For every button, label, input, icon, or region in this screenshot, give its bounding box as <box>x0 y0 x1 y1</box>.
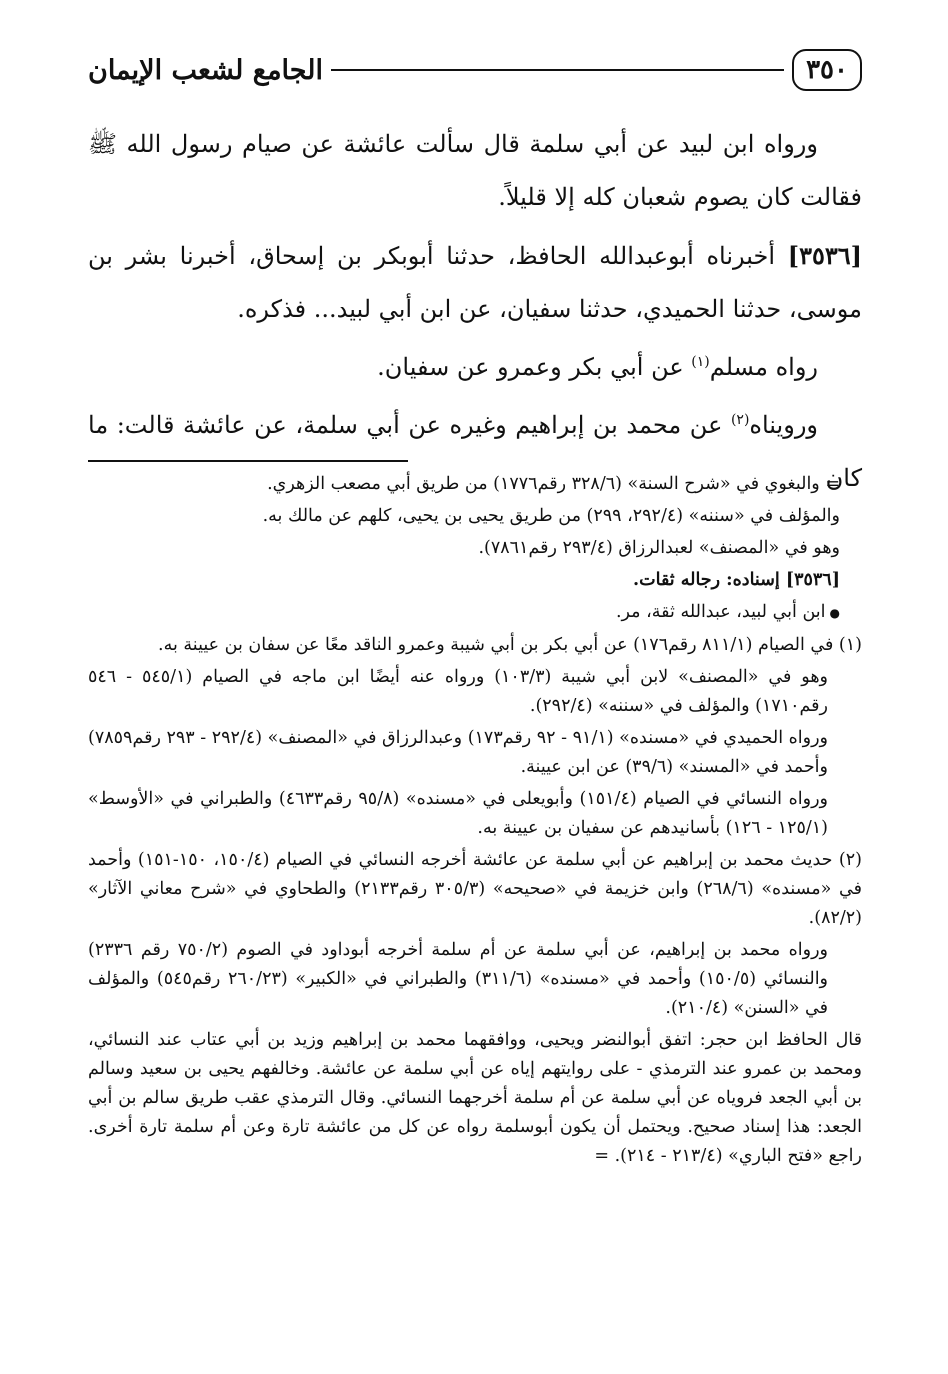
footnote-1: (١) في الصيام (٨١١/١ رقم١٧٦) عن أبي بكر بن أبي شيبة وعمرو الناقد معًا عن سفان بن عيينة به. <box>158 635 862 655</box>
main-paragraph-3-b: عن أبي بكر وعمرو عن سفيان. <box>377 353 692 381</box>
note-continued-1: = والبغوي في «شرح السنة» (٣٢٨/٦ رقم١٧٧٦) من طريق أبي مصعب الزهري. <box>267 474 840 494</box>
main-paragraph-4-a: ورويناه <box>749 411 818 439</box>
hadith-number: [٣٥٣٦] <box>787 241 862 270</box>
footnote-separator <box>88 460 408 462</box>
narrator-note: ● ابن أبي لبيد، عبدالله ثقة، مر. <box>88 598 862 628</box>
main-paragraph-4-b: عن محمد بن إبراهيم وغيره عن أبي سلمة، عن عائشة قالت: ما كان <box>88 411 862 492</box>
note-continued-3: وهو في «المصنف» لعبدالرزاق (٢٩٣/٤ رقم٧٨٦١). <box>478 538 840 558</box>
isnad-note: [٣٥٣٦] إسناده: رجاله ثقات. <box>633 570 840 590</box>
footnotes <box>88 470 862 1174</box>
page-number: ٣٥٠ <box>792 49 862 91</box>
footnote-2-part-2: ورواه محمد بن إبراهيم، عن أبي سلمة عن أم سلمة أخرجه أبوداود في الصوم (٧٥٠/٢ رقم ٢٣٣٦) والنسائي (١٥٠/٥) وأحمد في «مسنده» (٣١١/٦) والطبراني في «الكبير» (٢٦٠/٢٣ رقم٥٤٥) والمؤلف في «السنن» (٢١٠/٤). <box>88 940 829 1018</box>
footnote-2-part-3: قال الحافظ ابن حجر: اتفق أبوالنضر ويحيى، ووافقهما محمد بن إبراهيم وزيد بن أبي عتاب عند النسائي، ومحمد بن عمرو عند الترمذي - على روايتهم إياه عن أبي سلمة عن عائشة. وخالفهم يحيى بن سعيد وسالم بن أبي الجعد فروياه عن أبي سلمة عن أم سلمة أخرجهما النسائي. وقال الترمذي عقب طريق سالم بن أبي الجعد: هذا إسناد صحيح. ويحتمل أن يكون أبوسلمة رواه عن كل من عائشة تارة وعن أم سلمة تارة أخرى. راجع «فتح الباري» (٢١٣/٤ - ٢١٤). = <box>88 1030 862 1166</box>
main-paragraph-3-a: رواه مسلم <box>709 353 818 381</box>
header-rule <box>331 69 784 71</box>
main-text <box>88 118 862 510</box>
footnote-1-part-4: ورواه النسائي في الصيام (١٥١/٤) وأبويعلى في «مسنده» (٩٥/٨ رقم٤٦٣٣) والطبراني في «الأوسط» (١٢٥/١ - ١٢٦) بأسانيدهم عن سفيان بن عيينة به. <box>88 789 829 838</box>
footnote-1-part-3: ورواه الحميدي في «مسنده» (٩١/١ - ٩٢ رقم١٧٣) وعبدالرزاق في «المصنف» (٢٩٢/٤ - ٢٩٣ رقم٧٨٥٩) وأحمد في «المسند» (٣٩/٦) عن ابن عيينة. <box>88 728 829 777</box>
main-paragraph-2 <box>88 229 862 336</box>
footnote-2: (٢) حديث محمد بن إبراهيم عن أبي سلمة عن عائشة أخرجه النسائي في الصيام (١٥٠/٤، ١٥٠-١٥١) وأحمد في «مسنده» (٢٦٨/٦) وابن خزيمة في «صحيحه» (٣٠٥/٣ رقم٢١٣٣) والطحاوي في «شرح معاني الآثار» (٨٢/٢). <box>88 850 862 928</box>
page-header <box>88 42 862 98</box>
hadith-text: أخبرناه أبوعبدالله الحافظ، حدثنا أبوبكر بن إسحاق، أخبرنا بشر بن موسى، حدثنا الحميدي، حدثنا سفيان، عن ابن أبي لبيد... فذكره. <box>88 242 862 323</box>
main-paragraph-3 <box>88 341 862 394</box>
note-continued-2: والمؤلف في «سننه» (٢٩٢/٤، ٢٩٩) من طريق يحيى بن يحيى، كلهم عن مالك به. <box>262 506 840 526</box>
footnote-ref-2: (٢) <box>730 412 750 428</box>
running-title: الجامع لشعب الإيمان <box>88 54 323 86</box>
main-paragraph-1: ورواه ابن لبيد عن أبي سلمة قال سألت عائشة عن صيام رسول الله ﷺ فقالت كان يصوم شعبان كله إلا قليلاً. <box>88 130 862 211</box>
footnote-1-part-2: وهو في «المصنف» لابن أبي شيبة (١٠٣/٣) ورواه عنه أيضًا ابن ماجه في الصيام (٥٤٥/١ - ٥٤٦ رقم١٧١٠) والمؤلف في «سننه» (٢٩٢/٤). <box>88 667 828 716</box>
footnote-ref-1: (١) <box>691 354 710 370</box>
